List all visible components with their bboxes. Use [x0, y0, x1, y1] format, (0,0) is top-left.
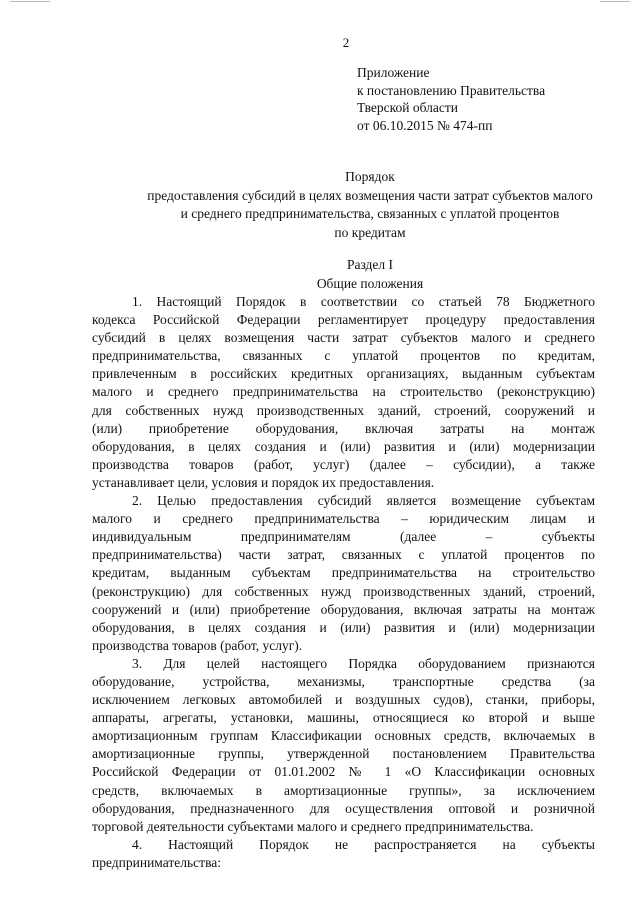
paragraph-3-line: исключением легковых автомобилей и воздушных судов), станки, приборы,	[92, 692, 595, 708]
paragraph-1-line: кодекса Российской Федерации регламентирует процедуру предоставления	[92, 312, 595, 328]
paragraph-2-line: индивидуальным предпринимателям (далее – субъекты	[92, 529, 595, 545]
paragraph-3-line: средств, включаемых в амортизационные группы», за исключением	[92, 782, 595, 798]
paragraph-2-line: кредитам, выданным субъектам предпринимательства на строительство	[92, 565, 595, 581]
paragraph-2-line: производства товаров (работ, услуг).	[92, 637, 303, 653]
paragraph-1-line: оборудования, в целях создания и (или) развития и (или) модернизации	[92, 438, 595, 454]
paragraph-2-line: оборудования, в целях создания и (или) развития и (или) модернизации	[92, 619, 595, 635]
paragraph-3-line: амортизационные группы, утвержденной постановлением Правительства	[92, 746, 595, 762]
appendix-line: от 06.10.2015 № 474-пп	[357, 117, 493, 133]
paragraph-3-line: амортизационным группам Классификации основных средств, включаемых в	[92, 728, 595, 744]
scan-edge-mark	[600, 1, 630, 2]
paragraph-1-line: привлеченным в российских кредитных организациях, выданным субъектам	[92, 366, 595, 382]
paragraph-2-line: предпринимательства) части затрат, связанных с уплатой процентов по	[92, 547, 595, 563]
paragraph-3-line: оборудование, устройства, механизмы, транспортные средства (за	[92, 673, 595, 689]
paragraph-3-line: аппараты, агрегаты, установки, машины, относящиеся ко второй и выше	[92, 710, 595, 726]
appendix-line: Тверской области	[357, 100, 458, 115]
section-number: Раздел I	[346, 257, 394, 272]
appendix-line: к постановлению Правительства	[357, 82, 546, 98]
paragraph-1-line: малого и среднего предпринимательства на строительство (реконструкцию)	[92, 384, 595, 400]
page-number: 2	[342, 35, 350, 50]
paragraph-1-line: предпринимательства, связанных с уплатой процентов по кредитам,	[92, 348, 595, 364]
title-line: Порядок	[345, 169, 395, 184]
body-text	[92, 293, 595, 872]
title-line: и среднего предпринимательства, связанных с уплатой процентов	[180, 206, 560, 221]
title-line: предоставления субсидий в целях возмещения части затрат субъектов малого	[147, 187, 593, 203]
scan-edge-mark	[10, 1, 50, 2]
paragraph-1-line: 1. Настоящий Порядок в соответствии со статьей 78 Бюджетного	[132, 294, 595, 309]
paragraph-2-line: сооружений и (или) приобретение оборудования, включая затраты на монтаж	[92, 601, 595, 617]
paragraph-2-line: малого и среднего предпринимательства – юридическим лицам и	[92, 511, 595, 527]
section-heading	[80, 256, 640, 293]
paragraph-3-line: Российской Федерации от 01.01.2002 № 1 «О Классификации основных	[92, 764, 595, 780]
paragraph-2-line: (реконструкцию) для собственных нужд производственных зданий, строений,	[92, 583, 595, 599]
appendix-line: Приложение	[357, 65, 430, 80]
paragraph-2-line: 2. Целью предоставления субсидий является возмещение субъектам	[132, 493, 595, 509]
paragraph-1-line: (или) приобретение оборудования, включая затраты на монтаж	[92, 420, 595, 436]
paragraph-1-line: устанавливает цели, условия и порядок их предоставления.	[92, 474, 435, 490]
paragraph-3-line: оборудования, предназначенного для осуществления оптовой и розничной	[92, 800, 595, 816]
paragraph-4-line: 4. Настоящий Порядок не распространяется на субъекты	[132, 836, 595, 852]
paragraph-4-line: предпринимательства:	[92, 854, 222, 870]
paragraph-3-line: 3. Для целей настоящего Порядка оборудованием признаются	[132, 655, 595, 671]
appendix-header	[357, 64, 627, 134]
title-line: по кредитам	[334, 224, 406, 240]
section-name: Общие положения	[316, 275, 424, 291]
paragraph-1-line: для собственных нужд производственных зданий, строений, сооружений и	[92, 402, 595, 418]
document-title	[80, 168, 640, 242]
paragraph-1-line: субсидий в целях возмещения части затрат субъектов малого и среднего	[92, 330, 595, 346]
paragraph-1-line: производства товаров (работ, услуг) (далее – субсидии), а также	[92, 456, 595, 472]
paragraph-3-line: торговой деятельности субъектами малого и среднего предпринимательства.	[92, 818, 534, 834]
